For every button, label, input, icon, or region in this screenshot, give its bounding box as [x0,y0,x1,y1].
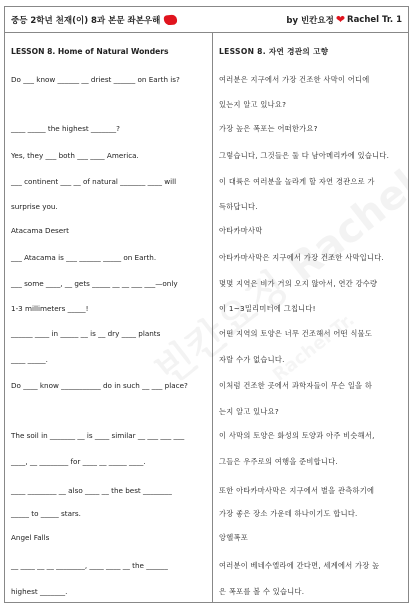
korean-line: 몇몇 지역은 비가 거의 오지 않아서, 연간 강수량 [219,279,378,288]
korean-line: 그렇습니다, 그것들은 둘 다 남아메리카에 있습니다. [219,151,390,160]
korean-line: 또한 아타카마사막은 지구에서 별을 관측하기에 [219,486,375,495]
english-line: highest _______. [11,587,68,596]
english-line: Yes, they ___ both ___ ____ America. [11,151,139,160]
korean-line: 가장 높은 폭포는 어떠한가요? [219,124,318,133]
korean-line: 이 사막의 토양은 화성의 토양과 아주 비슷해서, [219,431,375,440]
english-line: Angel Falls [11,533,50,542]
english-column [5,33,213,602]
english-line: __ ____ __ __ ________, ____ ____ __ the ______ [11,561,168,570]
english-lesson-title: LESSON 8. Home of Natural Wonders [11,47,169,56]
english-line: The soil in _______ __ is ____ similar __ ___ ___ ___ [11,431,185,440]
two-column-body [5,33,408,602]
korean-line: 이 대륙은 여러분을 놀라게 할 자연 경관으로 가 [219,177,375,186]
korean-line: 아타카마사막 [219,226,263,235]
worksheet [4,6,409,603]
author-prefix: by 빈칸요정 [286,15,334,26]
english-line: ____ ________ __ also ____ __ the best ________ [11,486,172,495]
korean-column [213,33,408,602]
korean-line: 이처럼 건조한 곳에서 과학자들이 무슨 일을 하 [219,381,373,390]
english-line: ___ Atacama is ___ ______ _____ on Earth. [11,253,157,262]
header-left [11,14,177,26]
korean-line: 득하답니다. [219,202,258,211]
english-line: surprise you. [11,202,58,211]
english-line: 1-3 millimeters _____! [11,304,89,313]
korean-line: 자랄 수가 없습니다. [219,355,285,364]
english-line: Do ___ know ______ __ driest ______ on Earth is? [11,75,180,84]
korean-lesson-title: LESSON 8. 자연 경관의 고향 [219,47,329,56]
english-line: ____ _____. [11,355,48,364]
english-line: Atacama Desert [11,226,69,235]
heart-icon: ❤ [335,13,346,26]
header-right [286,14,402,26]
worksheet-header [5,7,408,33]
korean-line: 이 1~3밀리미터에 그칩니다! [219,304,316,313]
english-line: ____, __ ________ for ____ __ _____ ____. [11,457,146,466]
english-line: Do ____ know ___________ do in such __ ___ place? [11,381,188,390]
korean-line: 가장 좋은 장소 가운데 하나이기도 합니다. [219,509,358,518]
korean-line: 아타카마사막은 지구에서 가장 건조한 사막입니다. [219,253,385,262]
english-line: ___ continent ___ __ of natural _______ ____ will [11,177,177,186]
author-suffix: Rachel Tr. 1 [347,14,402,25]
korean-line: 어떤 지역의 토양은 너무 건조해서 어떤 식물도 [219,329,373,338]
english-line: ____ _____ the highest _______? [11,124,120,133]
korean-line: 그들은 우주로의 여행을 준비합니다. [219,457,338,466]
korean-line: 앙헬폭포 [219,533,248,542]
red-blob-icon [164,14,178,25]
english-line: ______ ____ in _____ __ is __ dry ____ plants [11,329,161,338]
english-line: _____ to _____ stars. [11,509,81,518]
korean-line: 는지 알고 있나요? [219,407,279,416]
korean-line: 있는지 알고 있나요? [219,100,287,109]
korean-line: 은 폭포를 볼 수 있습니다. [219,587,305,596]
korean-line: 여러분이 베네수엘라에 간다면, 세계에서 가장 높 [219,561,380,570]
korean-line: 여러분은 지구에서 가장 건조한 사막이 어디에 [219,75,370,84]
worksheet-title: 중등 2학년 천재(이) 8과 본문 좌본우해 [11,15,161,26]
english-line: ___ some ____, __ gets _____ __ __ ___ ___—only [11,279,178,288]
